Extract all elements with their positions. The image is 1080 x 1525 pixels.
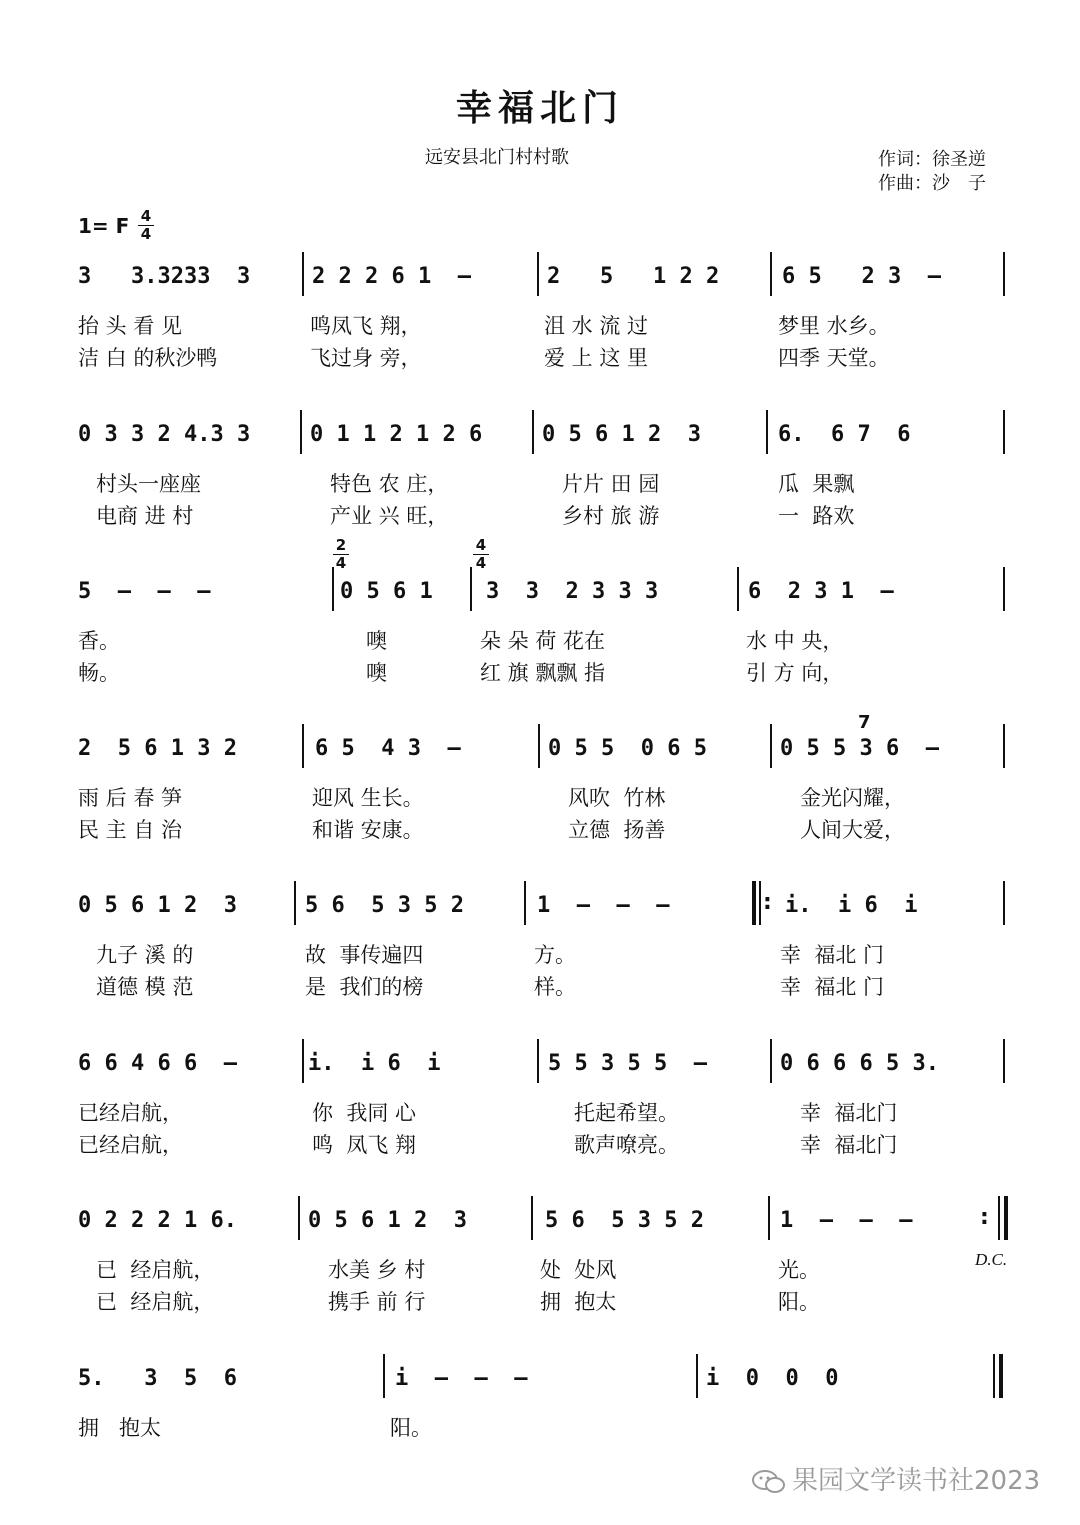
lyric-segment: 九子 溪 的 xyxy=(96,943,194,967)
measure-notes: 0 5 5 0 6 5 xyxy=(548,736,707,761)
measure-notes: 6 6 4 6 6 – xyxy=(78,1051,237,1076)
lyric-segment: 幸 福北 门 xyxy=(780,943,885,967)
lyric-segment: 风吹 竹林 xyxy=(568,786,666,810)
barline xyxy=(1003,881,1005,925)
barline xyxy=(302,252,304,296)
lyric-segment: 四季 天堂。 xyxy=(778,346,890,370)
notes-line xyxy=(0,734,1080,774)
measure-notes: 3 3 2 3 3 3 xyxy=(486,579,659,604)
lyric-segment: 梦里 水乡。 xyxy=(778,314,890,338)
time-signature-numerator: 4 xyxy=(140,207,152,225)
lyric-segment: 已 经启航， xyxy=(96,1290,215,1314)
lyric-segment: 水美 乡 村 xyxy=(328,1258,426,1282)
measure-notes: 6 5 4 3 – xyxy=(315,736,461,761)
lyric-segment: 幸 福北门 xyxy=(800,1133,898,1157)
lyric-segment: 和谐 安康。 xyxy=(312,818,424,842)
lyric-segment: 阳。 xyxy=(778,1290,820,1314)
barline xyxy=(1003,567,1005,611)
measure-notes: 2 5 1 2 2 xyxy=(547,264,720,289)
notes-line xyxy=(0,1206,1080,1246)
lyric-segment: 已经启航， xyxy=(78,1133,183,1157)
lyric-segment: 鸣凤飞 翔， xyxy=(310,314,422,338)
barline xyxy=(696,1354,698,1398)
lyric-segment: 红 旗 飘飘 指 xyxy=(480,661,606,685)
lyric-segment: 幸 福北门 xyxy=(800,1101,898,1125)
measure-notes: 2 5 6 1 3 2 xyxy=(78,736,237,761)
lyric-segment: 立德 扬善 xyxy=(568,818,666,842)
credits xyxy=(878,148,986,196)
barline xyxy=(532,410,534,454)
barline xyxy=(470,567,472,611)
barline xyxy=(294,881,296,925)
lyric-segment: 携手 前 行 xyxy=(328,1290,426,1314)
barline xyxy=(770,1039,772,1083)
lyric-segment: 水 中 央， xyxy=(746,629,844,653)
measure-notes: i 0 0 0 xyxy=(706,1366,839,1391)
repeat-start: : xyxy=(752,881,772,925)
measure-notes: 0 5 6 1 2 3 xyxy=(542,422,701,447)
lyric-segment: 畅。 xyxy=(78,661,120,685)
wechat-icon xyxy=(752,1469,786,1495)
measure-notes: 2 2 2 6 1 – xyxy=(312,264,471,289)
barline xyxy=(298,1196,300,1240)
time-signature xyxy=(138,209,154,242)
measure-notes: 6. 6 7 6 xyxy=(778,422,911,447)
lyric-segment: 已 经启航， xyxy=(96,1258,215,1282)
barline xyxy=(770,724,772,768)
lyric-segment: 噢 xyxy=(366,629,387,653)
measure-notes: 1 – – – xyxy=(780,1208,913,1233)
measure-notes: 5 5 3 5 5 – xyxy=(548,1051,707,1076)
lyric-segment: 一 路欢 xyxy=(778,504,855,528)
lyric-segment: 已经启航， xyxy=(78,1101,183,1125)
barline xyxy=(768,1196,770,1240)
watermark-text: 果园文学读书社2023 xyxy=(792,1466,1041,1496)
barline xyxy=(531,1196,533,1240)
lyric-segment: 瓜 果飘 xyxy=(778,472,855,496)
lyric-segment: 片片 田 园 xyxy=(562,472,660,496)
measure-notes: 0 5 6 1 xyxy=(340,579,433,604)
lyric-segment: 处 处风 xyxy=(540,1258,617,1282)
time-signature-denominator: 4 xyxy=(140,225,152,243)
lyric-segment: 鸣 凤飞 翔 xyxy=(312,1133,417,1157)
barline xyxy=(1003,724,1005,768)
barline xyxy=(537,1039,539,1083)
notes-line xyxy=(0,891,1080,931)
measure-notes: 0 5 6 1 2 3 xyxy=(78,893,237,918)
measure-notes: i – – – xyxy=(395,1366,528,1391)
measure-notes: 5. 3 5 6 xyxy=(78,1366,237,1391)
measure-notes: 5 6 5 3 5 2 xyxy=(305,893,464,918)
lyric-segment: 幸 福北 门 xyxy=(780,975,885,999)
grace-note: 7 xyxy=(858,712,871,733)
key-signature: 1= F xyxy=(78,214,130,238)
lyric-segment: 光。 xyxy=(778,1258,820,1282)
lyric-segment: 拥 抱太 xyxy=(540,1290,617,1314)
lyric-segment: 引 方 向， xyxy=(746,661,844,685)
measure-notes: 0 3 3 2 4.3 3 xyxy=(78,422,251,447)
barline xyxy=(300,410,302,454)
barline xyxy=(1003,410,1005,454)
measure-notes: i. i 6 i xyxy=(785,893,918,918)
notes-line xyxy=(0,262,1080,302)
notes-line xyxy=(0,1364,1080,1404)
lyric-segment: 拥 抱太 xyxy=(78,1416,162,1440)
barline xyxy=(538,724,540,768)
lyric-segment: 金光闪耀， xyxy=(800,786,905,810)
watermark xyxy=(752,1460,1040,1497)
lyric-segment: 迎风 生长。 xyxy=(312,786,424,810)
measure-notes: 1 – – – xyxy=(537,893,670,918)
lyric-segment: 沮 水 流 过 xyxy=(544,314,649,338)
lyric-segment: 爱 上 这 里 xyxy=(544,346,649,370)
barline xyxy=(302,1039,304,1083)
meter-change-2-4: 2 4 xyxy=(333,538,349,571)
lyricist-credit: 作词：徐圣逆 xyxy=(878,149,986,170)
composer-credit: 作曲：沙 子 xyxy=(878,173,986,194)
measure-notes: 0 6 6 6 5 3. xyxy=(780,1051,939,1076)
song-subtitle: 远安县北门村村歌 xyxy=(425,147,569,168)
measure-notes: 5 – – – xyxy=(78,579,211,604)
barline xyxy=(737,567,739,611)
lyric-segment: 是 我们的榜 xyxy=(305,975,424,999)
lyric-segment: 雨 后 春 笋 xyxy=(78,786,183,810)
measure-notes: 3 3.3233 3 xyxy=(78,264,251,289)
measure-notes: 6 5 2 3 – xyxy=(782,264,941,289)
barline xyxy=(383,1354,385,1398)
lyric-segment: 噢 xyxy=(366,661,387,685)
lyric-segment: 故 事传遍四 xyxy=(305,943,424,967)
lyric-segment: 朵 朵 荷 花在 xyxy=(480,629,606,653)
lyric-segment: 乡村 旅 游 xyxy=(562,504,660,528)
barline xyxy=(998,1196,1000,1240)
barline xyxy=(1003,1039,1005,1083)
lyric-segment: 样。 xyxy=(534,975,576,999)
notes-line xyxy=(0,1049,1080,1089)
lyric-segment: 你 我同 心 xyxy=(312,1101,417,1125)
lyric-segment: 电商 进 村 xyxy=(96,504,194,528)
measure-notes: 0 1 1 2 1 2 6 xyxy=(310,422,483,447)
repeat-end: : xyxy=(980,1205,989,1230)
barline xyxy=(537,252,539,296)
lyric-segment: 飞过身 旁， xyxy=(310,346,422,370)
lyric-segment: 村头一座座 xyxy=(96,472,201,496)
lyric-segment: 香。 xyxy=(78,629,120,653)
barline xyxy=(1003,252,1005,296)
measure-notes: i. i 6 i xyxy=(308,1051,441,1076)
barline xyxy=(332,567,334,611)
lyric-segment: 产业 兴 旺， xyxy=(330,504,449,528)
measure-notes: 0 5 6 1 2 3 xyxy=(308,1208,467,1233)
lyric-segment: 阳。 xyxy=(390,1416,432,1440)
lyric-segment: 方。 xyxy=(534,943,576,967)
lyric-segment: 抬 头 看 见 xyxy=(78,314,183,338)
lyric-segment: 托起希望。 xyxy=(574,1101,679,1125)
barline xyxy=(770,252,772,296)
lyric-segment: 歌声嘹亮。 xyxy=(574,1133,679,1157)
song-title: 幸福北门 xyxy=(455,87,624,129)
notes-line xyxy=(0,420,1080,460)
notes-line xyxy=(0,577,1080,617)
barline xyxy=(766,410,768,454)
lyric-segment: 民 主 自 治 xyxy=(78,818,183,842)
lyric-segment: 洁 白 的秋沙鸭 xyxy=(78,346,218,370)
lyric-segment: 道德 模 范 xyxy=(96,975,194,999)
lyric-segment: 特色 农 庄， xyxy=(330,472,449,496)
barline xyxy=(302,724,304,768)
measure-notes: 0 5 5 3 6 – xyxy=(780,736,939,761)
measure-notes: 5 6 5 3 5 2 xyxy=(545,1208,704,1233)
dc-marking: D.C. xyxy=(975,1250,1008,1269)
barline xyxy=(993,1354,995,1398)
measure-notes: 0 2 2 2 1 6. xyxy=(78,1208,237,1233)
measure-notes: 6 2 3 1 – xyxy=(748,579,894,604)
meter-change-4-4: 4 4 xyxy=(473,538,489,571)
lyric-segment: 人间大爱， xyxy=(800,818,905,842)
barline xyxy=(524,881,526,925)
